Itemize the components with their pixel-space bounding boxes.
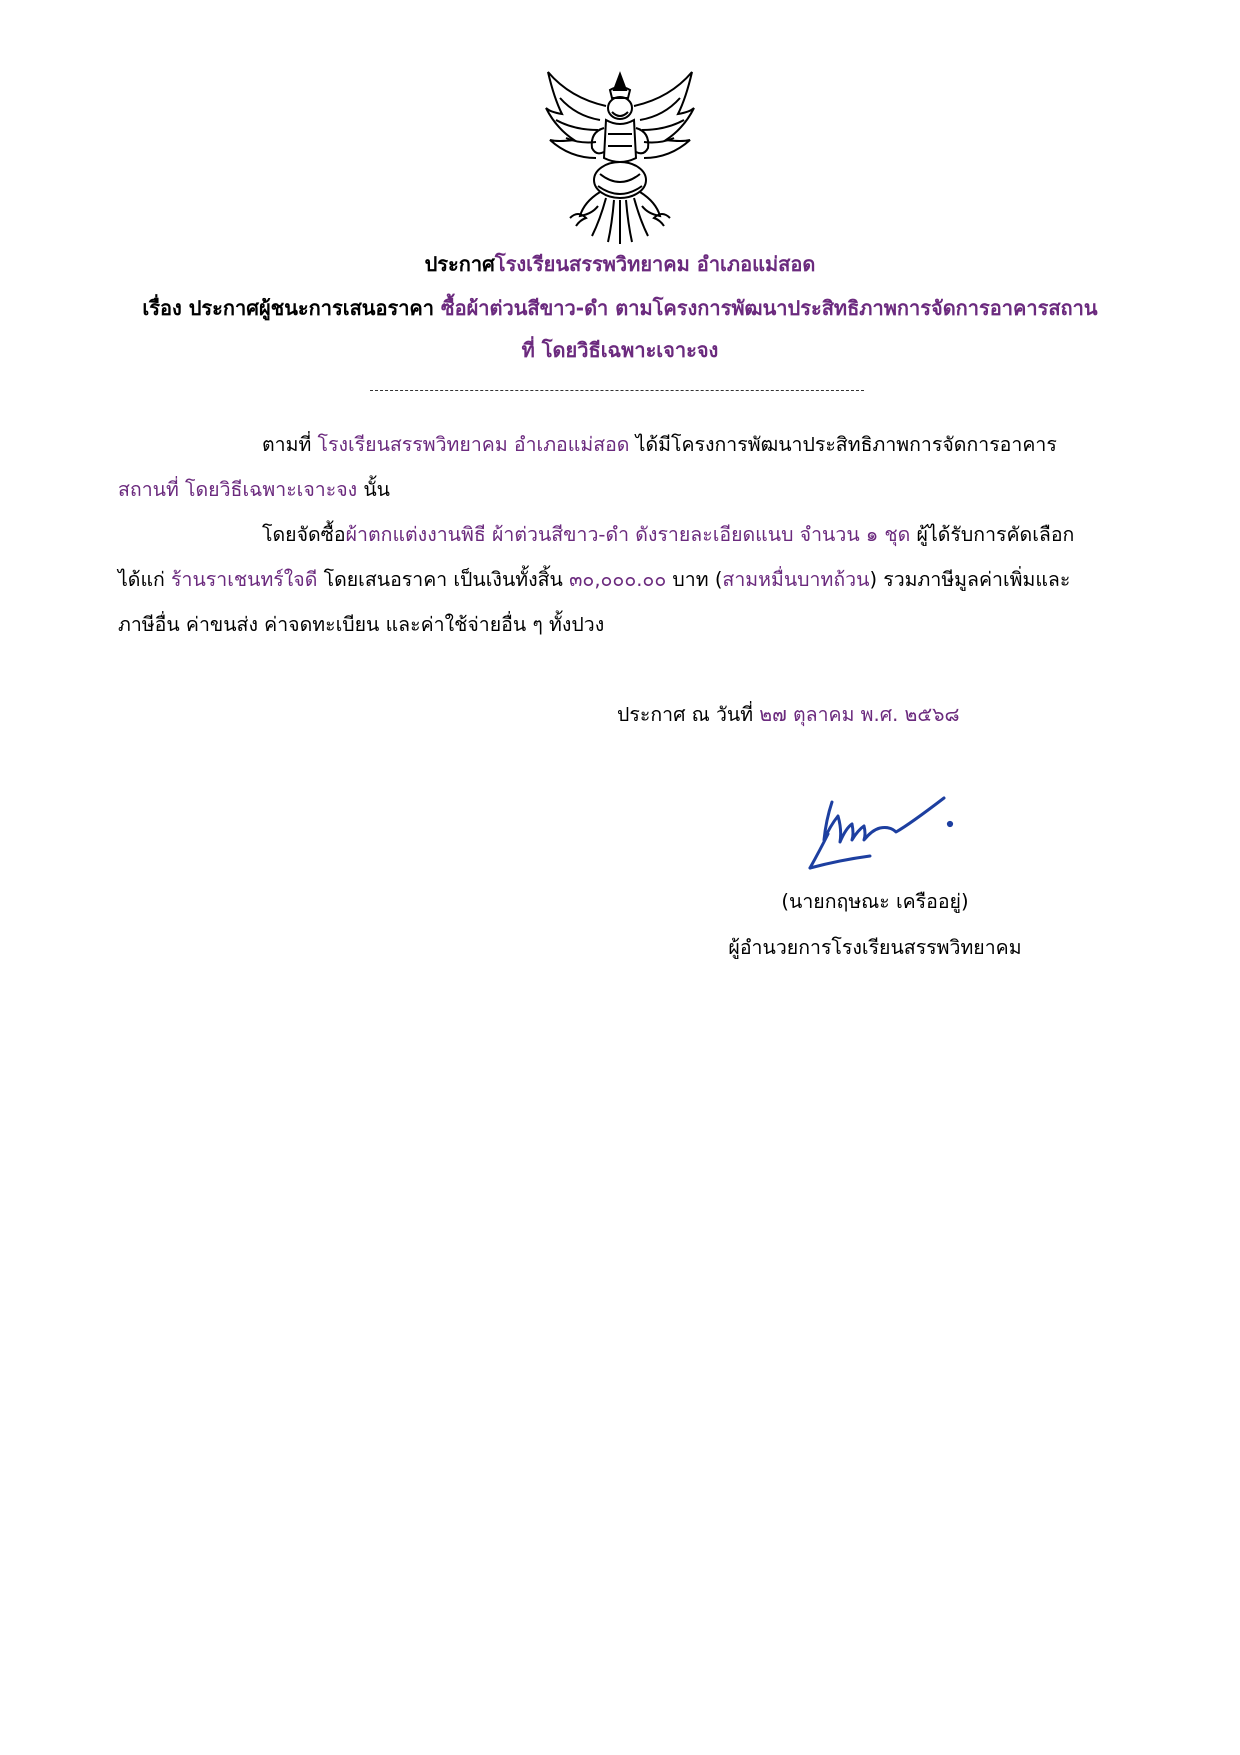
- para2-line3: ภาษีอื่น ค่าขนส่ง ค่าจดทะเบียน และค่าใช้จ่ายอื่น ๆ ทั้งปวง: [118, 613, 605, 636]
- signature-image: [800, 790, 970, 870]
- title-prefix: ประกาศ: [424, 252, 495, 276]
- para2-text-f: ) รวมภาษีมูลค่าเพิ่มและ: [869, 568, 1071, 591]
- para1-project-cont: สถานที่ โดยวิธีเฉพาะเจาะจง: [118, 478, 358, 501]
- para2-line1: [262, 518, 1074, 552]
- dateline-prefix: ประกาศ ณ วันที่: [617, 703, 760, 726]
- para1-line2: [118, 473, 390, 507]
- para2-text-b: ผู้ได้รับการคัดเลือก: [910, 523, 1075, 546]
- amount: ๓๐,๐๐๐.๐๐: [569, 568, 667, 591]
- para2-text-e: บาท (: [666, 568, 723, 591]
- announcement-date: ๒๗ ตุลาคม พ.ศ. ๒๕๖๘: [759, 703, 960, 726]
- para1-org: โรงเรียนสรรพวิทยาคม อำเภอแม่สอด: [317, 433, 630, 456]
- para2-text-a: โดยจัดซื้อ: [262, 523, 346, 546]
- para1-line1: [262, 428, 1057, 462]
- amount-words: สามหมื่นบาทถ้วน: [722, 568, 870, 591]
- announcement-subject: [60, 292, 1180, 324]
- para2-line2: [118, 563, 1070, 597]
- para2-item: ผ้าตกแต่งงานพิธี ผ้าต่วนสีขาว-ดำ ดังรายละเอียดแนบ จำนวน ๑ ชุด: [345, 523, 911, 546]
- announcement-title: [60, 248, 1180, 280]
- subject-prefix: เรื่อง ประกาศผู้ชนะการเสนอราคา: [142, 296, 441, 320]
- school-name: โรงเรียนสรรพวิทยาคม อำเภอแม่สอด: [494, 252, 816, 276]
- signatory-name: (นายกฤษณะ เครืออยู่): [781, 890, 969, 913]
- vendor-name: ร้านราเชนทร์ใจดี: [171, 568, 318, 591]
- garuda-emblem-icon: [540, 68, 700, 246]
- para1-text-a: ตามที่: [262, 433, 318, 456]
- announcement-subject-cont: ที่ โดยวิธีเฉพาะเจาะจง: [521, 338, 719, 362]
- para2-text-c: ได้แก่: [118, 568, 172, 591]
- signatory-position: ผู้อำนวยการโรงเรียนสรรพวิทยาคม: [728, 936, 1022, 959]
- para1-text-b: ได้มีโครงการพัฒนาประสิทธิภาพการจัดการอาคาร: [629, 433, 1057, 456]
- dateline: [617, 698, 960, 732]
- subject-text: ซื้อผ้าต่วนสีขาว-ดำ ตามโครงการพัฒนาประสิทธิภาพการจัดการอาคารสถาน: [441, 296, 1098, 320]
- para1-text-c: นั้น: [357, 478, 391, 501]
- para2-text-d: โดยเสนอราคา เป็นเงินทั้งสิ้น: [317, 568, 570, 591]
- divider: [370, 390, 864, 391]
